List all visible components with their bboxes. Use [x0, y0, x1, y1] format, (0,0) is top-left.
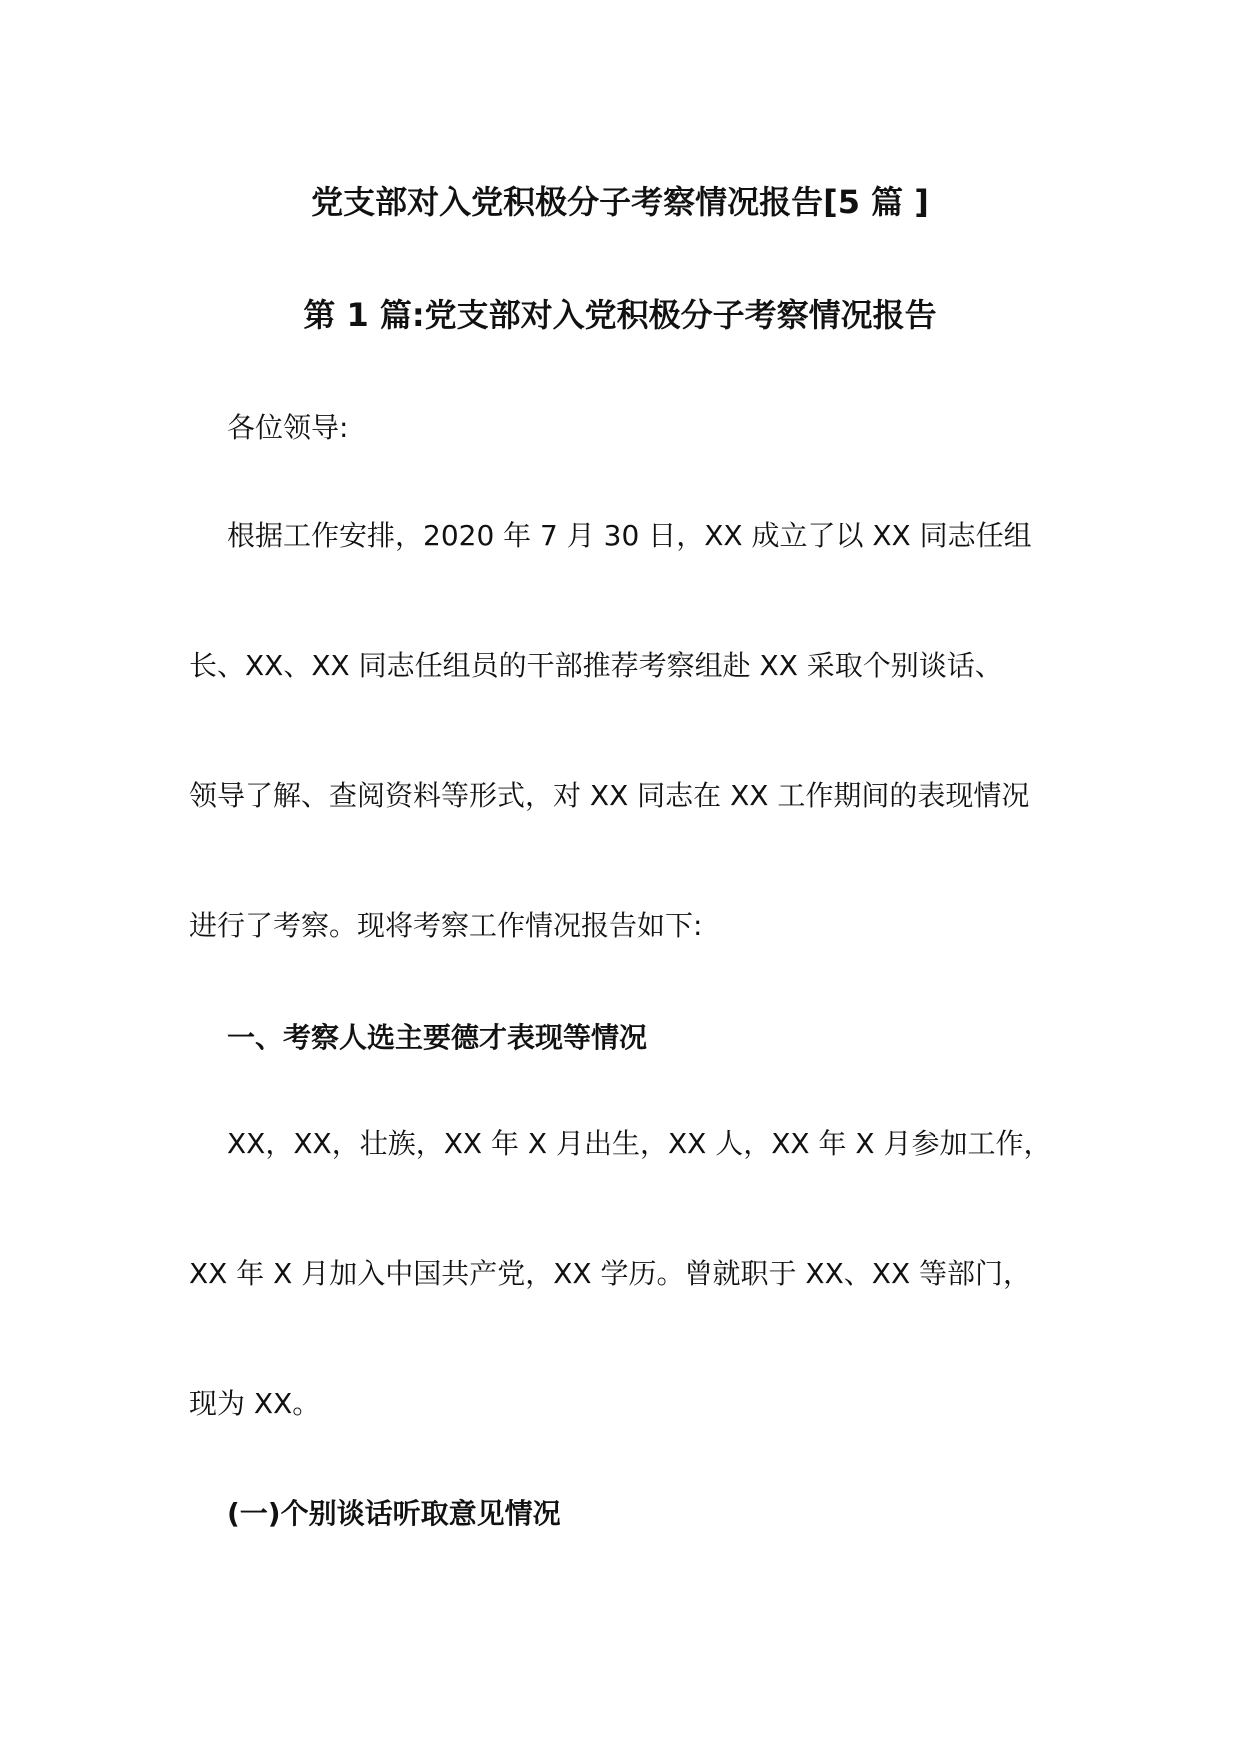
document-title: 党支部对入党积极分子考察情况报告[5 篇 ]: [311, 183, 929, 221]
paragraph-line: XX，XX，壮族，XX 年 X 月出生，XX 人，XX 年 X 月参加工作，: [227, 1127, 1052, 1160]
paragraph-line: XX 年 X 月加入中国共产党，XX 学历。曾就职于 XX、XX 等部门，: [189, 1257, 1032, 1290]
section-heading: 一、考察人选主要德才表现等情况: [227, 1021, 648, 1054]
paragraph-line: 长、XX、XX 同志任组员的干部推荐考察组赴 XX 采取个别谈话、: [189, 649, 1003, 682]
paragraph-line: 根据工作安排，2020 年 7 月 30 日，XX 成立了以 XX 同志任组: [227, 519, 1032, 552]
salutation: 各位领导:: [227, 411, 349, 444]
document-subtitle: 第 1 篇:党支部对入党积极分子考察情况报告: [303, 296, 937, 334]
paragraph-line: 进行了考察。现将考察工作情况报告如下:: [189, 909, 703, 942]
paragraph-line: 现为 XX。: [189, 1387, 321, 1420]
subsection-heading: (一)个别谈话听取意见情况: [227, 1497, 561, 1530]
paragraph-line: 领导了解、查阅资料等形式，对 XX 同志在 XX 工作期间的表现情况: [189, 779, 1030, 812]
